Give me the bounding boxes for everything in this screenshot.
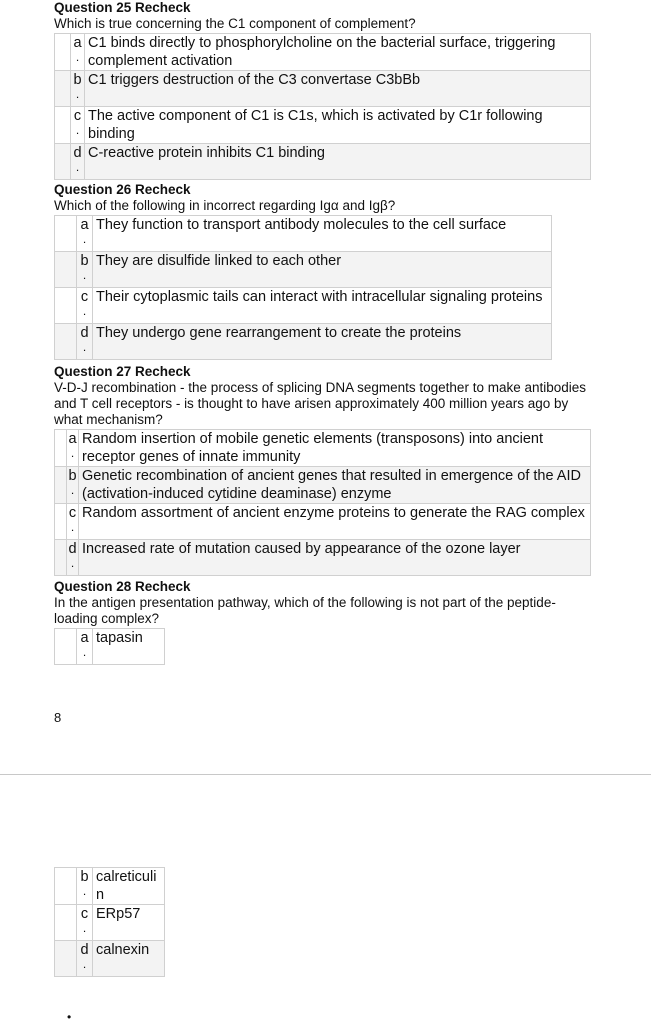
question-28 (54, 579, 594, 665)
option-text: They are disulfide linked to each other (93, 252, 552, 288)
question-26 (54, 182, 614, 360)
option-d[interactable]: d . calnexin (55, 941, 165, 977)
option-letter: c (73, 108, 82, 124)
bullet-marker: • (67, 1010, 72, 1024)
option-text: ERp57 (93, 905, 165, 941)
option-text: The active component of C1 is C1s, which is activated by C1r following binding (85, 107, 591, 144)
option-a[interactable]: a . tapasin (55, 629, 165, 665)
option-d[interactable]: d . They undergo gene rearrangement to create the proteins (55, 324, 552, 360)
page-break-divider (0, 774, 651, 775)
option-a[interactable]: a . Random insertion of mobile genetic elements (transposons) into ancient receptor genes of innate immunity (55, 430, 591, 467)
option-c[interactable]: c . ERp57 (55, 905, 165, 941)
option-letter: b (68, 468, 77, 484)
question-27 (54, 364, 594, 576)
page-number: 8 (54, 710, 62, 725)
options-table (54, 429, 591, 576)
option-text: Random assortment of ancient enzyme proteins to generate the RAG complex (79, 504, 591, 540)
option-letter: c (68, 505, 77, 521)
option-text: Random insertion of mobile genetic elements (transposons) into ancient receptor genes of innate immunity (79, 430, 591, 467)
option-text: They function to transport antibody molecules to the cell surface (93, 216, 552, 252)
option-letter: a (68, 431, 77, 447)
question-25 (54, 0, 614, 180)
option-text: tapasin (93, 629, 165, 665)
option-letter: d (80, 325, 89, 341)
option-letter: a (80, 217, 89, 233)
option-a[interactable]: a . They function to transport antibody molecules to the cell surface (55, 216, 552, 252)
options-table (54, 33, 591, 180)
option-b[interactable]: b . C1 triggers destruction of the C3 convertase C3bBb (55, 71, 591, 107)
option-b[interactable]: b . calreticulin (55, 868, 165, 905)
option-c[interactable]: c . Random assortment of ancient enzyme proteins to generate the RAG complex (55, 504, 591, 540)
option-text: Increased rate of mutation caused by appearance of the ozone layer (79, 540, 591, 576)
option-b[interactable]: b . Genetic recombination of ancient genes that resulted in emergence of the AID (activation-induced cytidine deaminase) enzyme (55, 467, 591, 504)
options-table (54, 867, 165, 977)
option-d[interactable]: d . Increased rate of mutation caused by appearance of the ozone layer (55, 540, 591, 576)
question-title: Question 28 Recheck (54, 579, 191, 594)
question-text: In the antigen presentation pathway, which of the following is not part of the peptide-loading complex? (54, 595, 556, 626)
option-d[interactable]: d . C-reactive protein inhibits C1 binding (55, 144, 591, 180)
option-letter: b (80, 253, 89, 269)
question-text: Which of the following in incorrect regarding Igα and Igβ? (54, 198, 396, 213)
option-text: C1 triggers destruction of the C3 convertase C3bBb (85, 71, 591, 107)
option-letter: a (73, 35, 82, 51)
option-letter: b (73, 72, 82, 88)
option-letter: a (80, 630, 89, 646)
option-text: calnexin (93, 941, 165, 977)
option-letter: d (80, 942, 89, 958)
options-table (54, 215, 552, 360)
options-table (54, 628, 165, 665)
option-text: Genetic recombination of ancient genes that resulted in emergence of the AID (activation-induced cytidine deaminase) enzyme (79, 467, 591, 504)
option-letter: d (68, 541, 77, 557)
option-text: Their cytoplasmic tails can interact with intracellular signaling proteins (93, 288, 552, 324)
option-letter: b (80, 869, 89, 885)
option-text: They undergo gene rearrangement to create the proteins (93, 324, 552, 360)
option-a[interactable]: a . C1 binds directly to phosphorylcholine on the bacterial surface, triggering complement activation (55, 34, 591, 71)
question-text: Which is true concerning the C1 component of complement? (54, 16, 416, 31)
option-b[interactable]: b . They are disulfide linked to each other (55, 252, 552, 288)
question-28-continued (54, 866, 165, 977)
question-title: Question 26 Recheck (54, 182, 191, 197)
option-letter: c (80, 289, 89, 305)
option-c[interactable]: c . The active component of C1 is C1s, which is activated by C1r following binding (55, 107, 591, 144)
question-text: V-D-J recombination - the process of splicing DNA segments together to make antibodies and T cell receptors - is thought to have arisen approximately 400 million years ago by what mechanism? (54, 380, 587, 427)
option-text: C1 binds directly to phosphorylcholine on the bacterial surface, triggering complement activation (85, 34, 591, 71)
question-title: Question 25 Recheck (54, 0, 191, 15)
question-title: Question 27 Recheck (54, 364, 191, 379)
option-text: calreticulin (93, 868, 165, 905)
option-text: C-reactive protein inhibits C1 binding (85, 144, 591, 180)
option-letter: c (80, 906, 89, 922)
option-c[interactable]: c . Their cytoplasmic tails can interact with intracellular signaling proteins (55, 288, 552, 324)
option-letter: d (73, 145, 82, 161)
